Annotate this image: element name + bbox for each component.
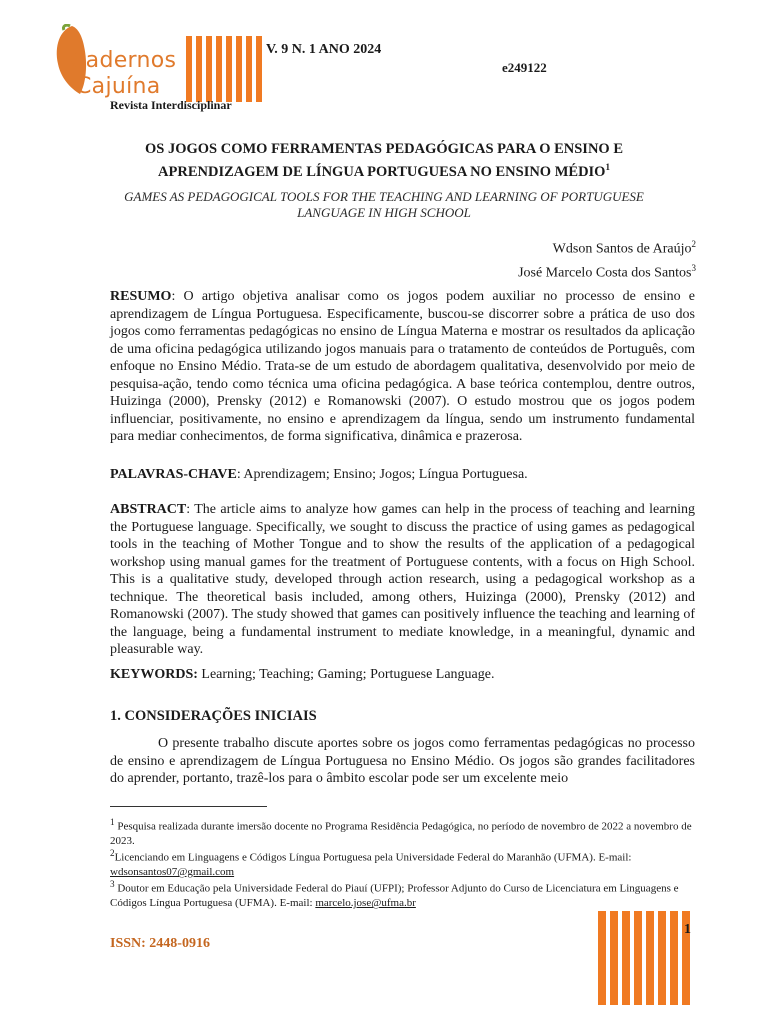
footnote-1: $^1$ Pesquisa realizada durante imersão docente no Programa Residência Pedagógica, no período de novembro de 2022 a novembro de 2023.: [110, 817, 692, 848]
section-heading: 1. CONSIDERAÇÕES INICIAIS: [110, 708, 317, 724]
logo-text-cajuina: Cajuína: [76, 74, 161, 99]
resumo-text: : O artigo objetiva analisar como os jogos podem auxiliar no processo de ensino e aprendizagem de Língua Portuguesa. Especificamente, buscou-se discorrer sobre a prática de uso dos jogos como ferramentas pedagógicas no ensino de Língua Materna e mostrar os resultados da aplicação de uma oficina pedagógica utilizando jogos manuais para o tratamento de conteúdos de Português, com enfoque no Ensino Médio. Trata-se de um estudo de abordagem qualitativa, desenvolvido por meio de pesquisa-ação, tendo como técnica uma oficina pedagógica. A base teórica contemplou, dentre outros, Huizinga (2000), Prensky (2012) e Romanowski (2007). O estudo mostrou que os jogos podem influenciar, positivamente, no ensino e aprendizagem da língua, sendo um instrumento fundamental para mediar conhecimentos, de forma significativa, dinâmica e prazerosa.: [110, 289, 695, 444]
abstract-label: ABSTRACT: [110, 502, 187, 517]
article-id: e249122: [502, 60, 547, 75]
footnote-divider: [110, 806, 267, 807]
article-title-pt: [100, 140, 668, 181]
palavras-chave-paragraph: [110, 466, 695, 484]
magazine-subtitle: Revista Interdisciplinar: [110, 98, 232, 112]
palavras-chave-label: PALAVRAS-CHAVE: [110, 467, 237, 482]
decorative-stripes-bottom: [598, 911, 690, 1005]
abstract-paragraph: [110, 501, 695, 659]
abstract-text: : The article aims to analyze how games can help in the process of teaching and learning the Portuguese language. Specifically, we sought to discuss the practice of using games as pedagogical tools in the teaching of Mother Tongue and to show the results of the application of a pedagogical workshop using manual games for the treatment of Portuguese contents, with a focus on High School. This is a qualitative study, developed through action research, using a pedagogical workshop as a technique. The theoretical basis included, among others, Huizinga (2000), Prensky (2012) and Romanowski (2007). The study showed that games can positively influence the teaching and learning of the language, being a fundamental instrument to mediate knowledge, in a meaningful, dynamic and pleasurable way.: [110, 502, 695, 657]
title-footnote-mark: 1: [605, 162, 610, 172]
resumo-paragraph: [110, 288, 695, 446]
logo-text-cadernos: Cadernos: [70, 48, 177, 73]
decorative-stripes-top: [186, 36, 262, 102]
author-list: [518, 235, 696, 282]
email-link-2[interactable]: marcelo.jose@ufma.br: [315, 897, 416, 910]
title-pt-text: OS JOGOS COMO FERRAMENTAS PEDAGÓGICAS PARA O ENSINO E APRENDIZAGEM DE LÍNGUA PORTUGUESA NO ENSINO MÉDIO: [144, 141, 623, 180]
footnote-3: $^3$ Doutor em Educação pela Universidade Federal do Piauí (UFPI); Professor Adjunto do Curso de Licenciatura em Linguagens e Códigos Língua Portuguesa (UFMA). E-mail: marcelo.jose@ufma.br: [110, 879, 679, 910]
section-body: O presente trabalho discute aportes sobre os jogos como ferramentas pedagógicas no processo de ensino e aprendizagem de Língua Portuguesa no Ensino Médio. Os jogos são grandes facilitadores do aprender, portanto, trazê-los para o âmbito escolar pode ser um excelente meio: [110, 736, 695, 786]
author-1: Wdson Santos de Araújo$^2$: [552, 239, 696, 257]
page-number: 1: [684, 922, 691, 937]
article-title-en: GAMES AS PEDAGOGICAL TOOLS FOR THE TEACHING AND LEARNING OF PORTUGUESE LANGUAGE IN HIGH SCHOOL: [124, 189, 644, 220]
author-2: José Marcelo Costa dos Santos$^3$: [518, 262, 696, 281]
issn: ISSN: 2448-0916: [110, 936, 210, 951]
palavras-chave-text: : Aprendizagem; Ensino; Jogos; Língua Portuguesa.: [236, 467, 528, 482]
resumo-label: RESUMO: [110, 289, 172, 304]
footnote-2: $^2$Licenciando em Linguagens e Códigos Língua Portuguesa pela Universidade Federal do Maranhão (UFMA). E-mail: wdsonsantos07@gmail.com: [110, 848, 632, 879]
keywords-label: KEYWORDS:: [110, 667, 198, 682]
email-link-1[interactable]: wdsonsantos07@gmail.com: [110, 866, 235, 879]
keywords-paragraph: [110, 666, 695, 684]
keywords-text: Learning; Teaching; Gaming; Portuguese Language.: [197, 667, 495, 682]
volume-info: V. 9 N. 1 ANO 2024: [266, 42, 382, 57]
